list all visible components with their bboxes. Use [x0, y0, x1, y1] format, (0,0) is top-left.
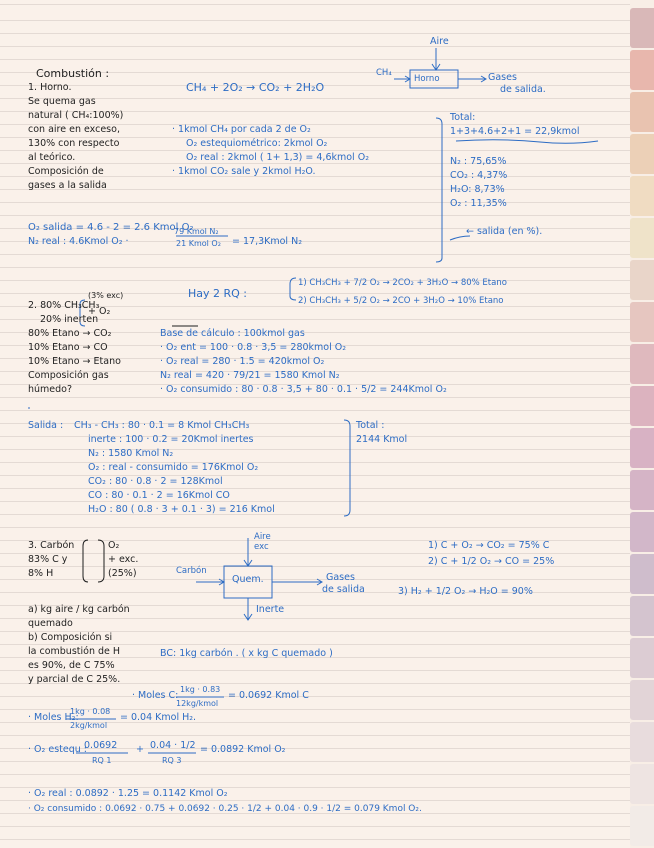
o2-stoich-result: = 0.0892 Kmol O₂ — [200, 744, 286, 755]
moles-c-denominator: 12kg/kmol — [176, 699, 219, 708]
notebook-tab[interactable] — [630, 638, 654, 678]
problem-3-line: 83% C y — [28, 554, 68, 565]
problem-3-heading: 3. Carbón — [28, 540, 75, 551]
salida-line: CO₂ : 80 · 0.8 · 2 = 128Kmol — [88, 476, 223, 487]
diagram-air-label: Aire — [430, 36, 449, 47]
note-line: O₂ estequiométrico: 2kmol O₂ — [186, 138, 328, 149]
o2-consumed-calc: · O₂ consumido : 0.0692 · 0.75 + 0.0692 · 0.25 · 1/2 + 0.04 · 0.9 · 1/2 = 0.079 Kmol O₂. — [28, 804, 422, 814]
diagram-box-label: Quem. — [232, 574, 264, 585]
salida-line: CO : 80 · 0.1 · 2 = 16Kmol CO — [88, 490, 230, 501]
question-line: es 90%, de C 75% — [28, 660, 115, 671]
salida-line: H₂O : 80 ( 0.8 · 3 + 0.1 · 3) = 216 Kmol — [88, 504, 275, 515]
note-line: O₂ real : 2kmol ( 1+ 1,3) = 4,6kmol O₂ — [186, 152, 370, 163]
notebook-tab[interactable] — [630, 722, 654, 762]
note-line: · 1kmol CO₂ sale y 2kmol H₂O. — [172, 166, 316, 177]
diagram-output-label: Gases — [326, 572, 355, 583]
total-label: Total: — [450, 112, 476, 123]
diagram-input-label: Carbón — [176, 566, 207, 576]
notebook-tab[interactable] — [630, 344, 654, 384]
diagram-box-label: Horno — [414, 74, 440, 84]
problem-1-line: natural ( CH₄:100%) — [28, 110, 124, 121]
salida-note: ← salida (en %). — [466, 226, 543, 237]
notebook-tab[interactable] — [630, 92, 654, 132]
composition-h2o: H₂O: 8,73% — [450, 184, 505, 195]
problem-3-percent: (25%) — [108, 568, 137, 579]
calc-line: · O₂ real = 280 · 1.5 = 420kmol O₂ — [160, 356, 325, 367]
reactions-label: Hay 2 RQ : — [188, 287, 248, 300]
moles-c-numerator: 1kg · 0.83 — [180, 685, 221, 694]
notebook-tab[interactable] — [630, 806, 654, 846]
problem-3-line: 8% H — [28, 568, 54, 579]
salida-label: Salida : — [28, 420, 64, 431]
diagram-inert-label: Inerte — [256, 604, 285, 615]
question-line: y parcial de C 25%. — [28, 674, 121, 685]
o2-stoich-term: 0.04 · 1/2 — [150, 740, 196, 751]
o2-real-calc: · O₂ real : 0.0892 · 1.25 = 0.1142 Kmol O₂ — [28, 788, 228, 799]
problem-1-line: Se quema gas — [28, 96, 96, 107]
total-value: 2144 Kmol — [356, 434, 408, 445]
reaction-1: 1) CH₃CH₃ + 7/2 O₂ → 2CO₂ + 3H₂O → 80% Etano — [298, 278, 507, 288]
problem-1-heading: 1. Horno. — [28, 82, 72, 93]
problem-2-heading: 20% inerten — [40, 314, 99, 325]
notebook-tab[interactable] — [630, 302, 654, 342]
problem-1-line: Composición de — [28, 166, 104, 177]
problem-1-line: 130% con respecto — [28, 138, 120, 149]
diagram-output-label: Gases — [488, 72, 517, 83]
diagram-air-label: Aire — [254, 532, 271, 542]
notebook-tab[interactable] — [630, 470, 654, 510]
calc-line: · O₂ consumido : 80 · 0.8 · 3,5 + 80 · 0.1 · 5/2 = 244Kmol O₂ — [160, 384, 447, 395]
calc-line: N₂ real = 420 · 79/21 = 1580 Kmol N₂ — [160, 370, 340, 381]
question-line: a) kg aire / kg carbón — [28, 604, 130, 615]
question-line: b) Composición si — [28, 632, 113, 643]
problem-2-plus: + O₂ — [88, 306, 111, 317]
n2-real-numerator: 79 Kmol N₂ — [174, 227, 219, 236]
notebook-tab[interactable] — [630, 428, 654, 468]
o2-stoich-reaction: RQ 3 — [162, 756, 182, 765]
o2-stoich-plus: + — [136, 744, 144, 755]
reaction-2: 2) C + 1/2 O₂ → CO = 25% — [428, 556, 555, 567]
excess-note: (3% exc) — [88, 291, 124, 300]
reaction-3: 3) H₂ + 1/2 O₂ → H₂O = 90% — [398, 586, 533, 597]
notebook-tab[interactable] — [630, 554, 654, 594]
o2-stoich-reaction: RQ 1 — [92, 756, 112, 765]
problem-1-line: gases a la salida — [28, 180, 107, 191]
total-value: 1+3+4.6+2+1 = 22,9kmol — [450, 126, 580, 137]
problem-1-line: con aire en exceso, — [28, 124, 120, 135]
o2-stoich-term: 0.0692 — [84, 740, 118, 751]
notebook-tab[interactable] — [630, 176, 654, 216]
moles-c-result: = 0.0692 Kmol C — [228, 690, 309, 701]
total-brace — [436, 118, 442, 262]
reaction-2: 2) CH₃CH₃ + 5/2 O₂ → 2CO + 3H₂O → 10% Etano — [298, 296, 504, 306]
o2-stoich-label: · O₂ estequ : — [28, 744, 87, 755]
notebook-tab[interactable] — [630, 764, 654, 804]
composition-co2: CO₂ : 4,37% — [450, 170, 508, 181]
notebook-tab[interactable] — [630, 134, 654, 174]
notebook-tab[interactable] — [630, 50, 654, 90]
reaction-1: 1) C + O₂ → CO₂ = 75% C — [428, 540, 550, 551]
problem-3-excess: + exc. — [108, 554, 139, 565]
notebook-tab[interactable] — [630, 260, 654, 300]
question-line: quemado — [28, 618, 73, 629]
product-line: 80% Etano → CO₂ — [28, 328, 112, 339]
moles-c-label: · Moles C: — [132, 690, 179, 701]
diagram-air-label: exc — [254, 542, 269, 552]
notebook-tab[interactable] — [630, 386, 654, 426]
diagram-output-label: de salida. — [500, 84, 546, 95]
o2-salida-calc: O₂ salida = 4.6 - 2 = 2.6 Kmol O₂ — [28, 222, 194, 233]
question-line: la combustión de H — [28, 646, 121, 657]
problem-3-o2: O₂ — [108, 540, 120, 551]
diagram-output-label: de salida — [322, 584, 365, 595]
moles-h-numerator: 1kg · 0.08 — [70, 707, 111, 716]
composition-n2: N₂ : 75,65% — [450, 156, 507, 167]
combustion-equation: CH₄ + 2O₂ → CO₂ + 2H₂O — [186, 81, 325, 94]
question-line: Composición gas — [28, 370, 109, 381]
salida-line: N₂ : 1580 Kmol N₂ — [88, 448, 174, 459]
composition-o2: O₂ : 11,35% — [450, 198, 507, 209]
notebook-tab[interactable] — [630, 596, 654, 636]
problem-2-heading: 2. 80% CH₃CH₃ — [28, 300, 100, 311]
section-title: Combustión : — [36, 67, 110, 80]
product-line: 10% Etano → CO — [28, 342, 108, 353]
salida-brace — [344, 420, 350, 516]
notebook-tab[interactable] — [630, 218, 654, 258]
salida-line: inerte : 100 · 0.2 = 20Kmol inertes — [88, 434, 254, 445]
notebook-tab[interactable] — [630, 680, 654, 720]
n2-real-calc: N₂ real : 4.6Kmol O₂ · — [28, 236, 129, 247]
salida-line: CH₃ - CH₃ : 80 · 0.1 = 8 Kmol CH₃CH₃ — [74, 420, 250, 431]
calc-line: Base de cálculo : 100kmol gas — [160, 328, 305, 339]
moles-h-result: = 0.04 Kmol H₂. — [120, 712, 197, 723]
n2-real-denominator: 21 Kmol O₂ — [176, 239, 221, 248]
problem-1-line: al teórico. — [28, 152, 76, 163]
notebook-tabs — [630, 0, 654, 848]
question-line: húmedo? — [28, 384, 73, 395]
notebook-tab[interactable] — [630, 512, 654, 552]
product-line: 10% Etano → Etano — [28, 356, 121, 367]
calc-line: · O₂ ent = 100 · 0.8 · 3,5 = 280kmol O₂ — [160, 342, 347, 353]
total-label: Total : — [356, 420, 385, 431]
n2-real-result: = 17,3Kmol N₂ — [232, 236, 303, 247]
diagram-input-label: CH₄ — [376, 68, 392, 78]
moles-h-label: · Moles H₂: — [28, 712, 79, 723]
note-line: · 1kmol CH₄ por cada 2 de O₂ — [172, 124, 311, 135]
notebook-tab[interactable] — [630, 8, 654, 48]
salida-line: O₂ : real - consumido = 176Kmol O₂ — [88, 462, 259, 473]
calc-basis: BC: 1kg carbón . ( x kg C quemado ) — [160, 648, 333, 659]
moles-h-denominator: 2kg/kmol — [70, 721, 108, 730]
